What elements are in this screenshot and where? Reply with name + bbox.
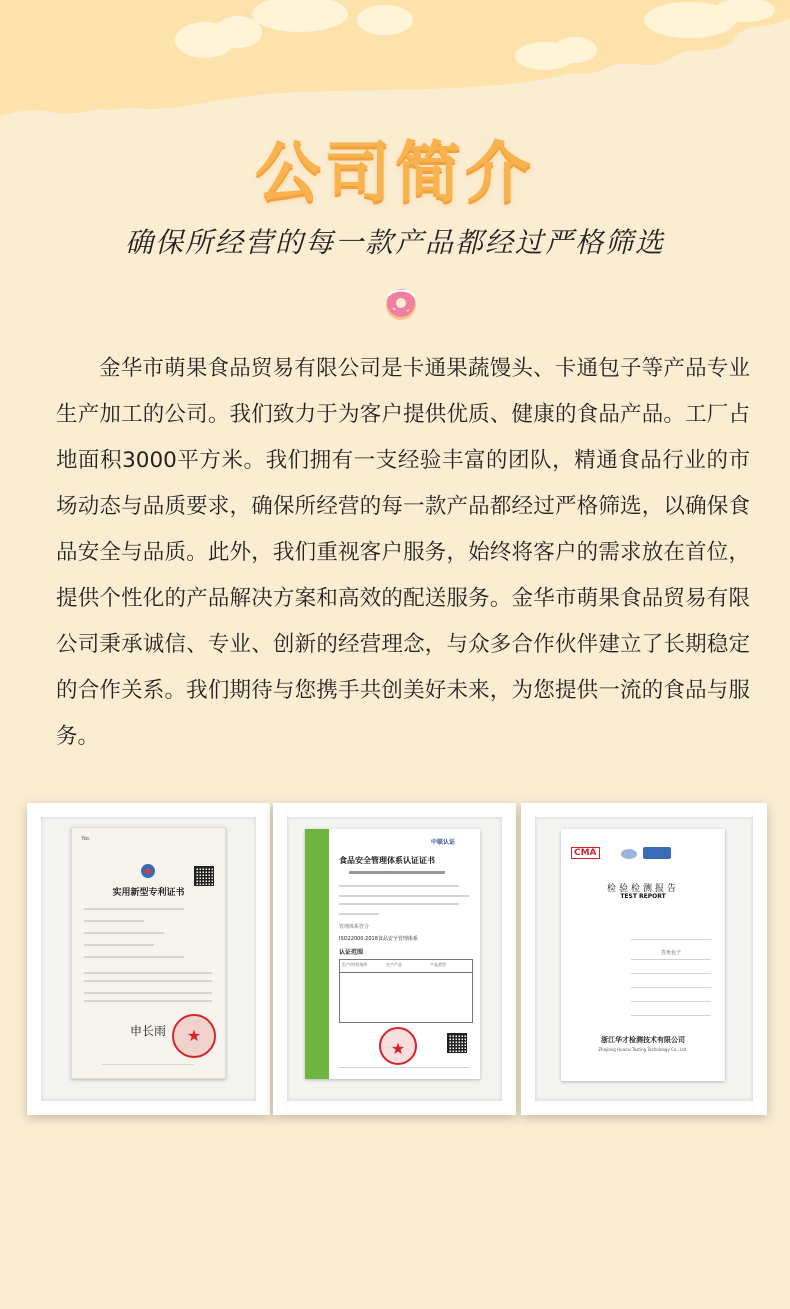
qr-code-icon: [194, 866, 214, 886]
test-report-title-en: TEST REPORT: [620, 893, 666, 900]
cma-logo: CMA: [571, 847, 600, 859]
patent-certificate-title: 实用新型专利证书: [112, 888, 185, 898]
certification-scope-label: 认证范围: [339, 949, 364, 956]
certificate-frame-food-safety: [273, 803, 516, 1115]
standard-text: ISO22000:2018食品安全管理体系: [339, 936, 418, 942]
qr-code-icon: [447, 1033, 467, 1053]
sample-name: 卷角包子: [661, 950, 682, 956]
accreditation-logo-icon: [621, 849, 637, 859]
issuer-name-en: Zhejiang Huacai Testing Technology Co., Ltd.: [598, 1047, 688, 1052]
official-seal: [379, 1027, 417, 1065]
issuer-name: 浙江华才检测技术有限公司: [601, 1036, 685, 1044]
director-signature: 申长雨: [130, 1024, 167, 1038]
company-intro-paragraph: 金华市萌果食品贸易有限公司是卡通果蔬馒头、卡通包子等产品专业生产加工的公司。我们致力于为客户提供优质、健康的食品产品。工厂占地面积3000平方米。我们拥有一支经验丰富的团队，精通食品行业的市场动态与品质要求，确保所经营的每一款产品都经过严格筛选，以确保食品安全与品质。此外，我们重视客户服务，始终将客户的需求放在首位，提供个性化的产品解决方案和高效的配送服务。金华市萌果食品贸易有限公司秉承诚信、专业、创新的经营理念，与众多合作伙伴建立了长期稳定的合作关系。我们期待与您携手共创美好未来，为您提供一流的食品与服务。: [56, 356, 750, 749]
certificate-frame-test-report: [521, 803, 767, 1115]
food-safety-certificate-title: 食品安全管理体系认证证书: [339, 856, 435, 865]
patent-certificate: No. 实用新型专利证书 申长雨 ★: [71, 827, 226, 1079]
official-seal: [172, 1014, 216, 1058]
cnas-logo-icon: [643, 847, 671, 859]
test-report-title: 检验检测报告: [606, 884, 679, 894]
table-header: 生产产品: [386, 962, 402, 967]
page-subtitle: 确保所经营的每一款产品都经过严格筛选: [124, 226, 665, 259]
test-report-document: [561, 829, 725, 1081]
table-header: 产品类型: [430, 962, 446, 967]
table-header: 生产/经营场所: [342, 962, 368, 967]
green-stripe: [305, 829, 329, 1079]
food-safety-certificate: 中联认证 食品安全管理体系认证证书 管理体系符合 ISO22000:2018食品安全管理体系 认证范围 生产/经营场所 生产产品 产品类型 ★: [305, 829, 480, 1079]
patent-emblem-icon: [140, 863, 156, 879]
page-title: 公司简介: [255, 134, 535, 211]
cloud-decoration: [0, 0, 790, 130]
donut-icon: [381, 286, 421, 322]
certification-logo: 中联认证: [431, 839, 456, 846]
certificate-frame-patent: [27, 803, 270, 1115]
scope-table: [339, 959, 473, 1023]
